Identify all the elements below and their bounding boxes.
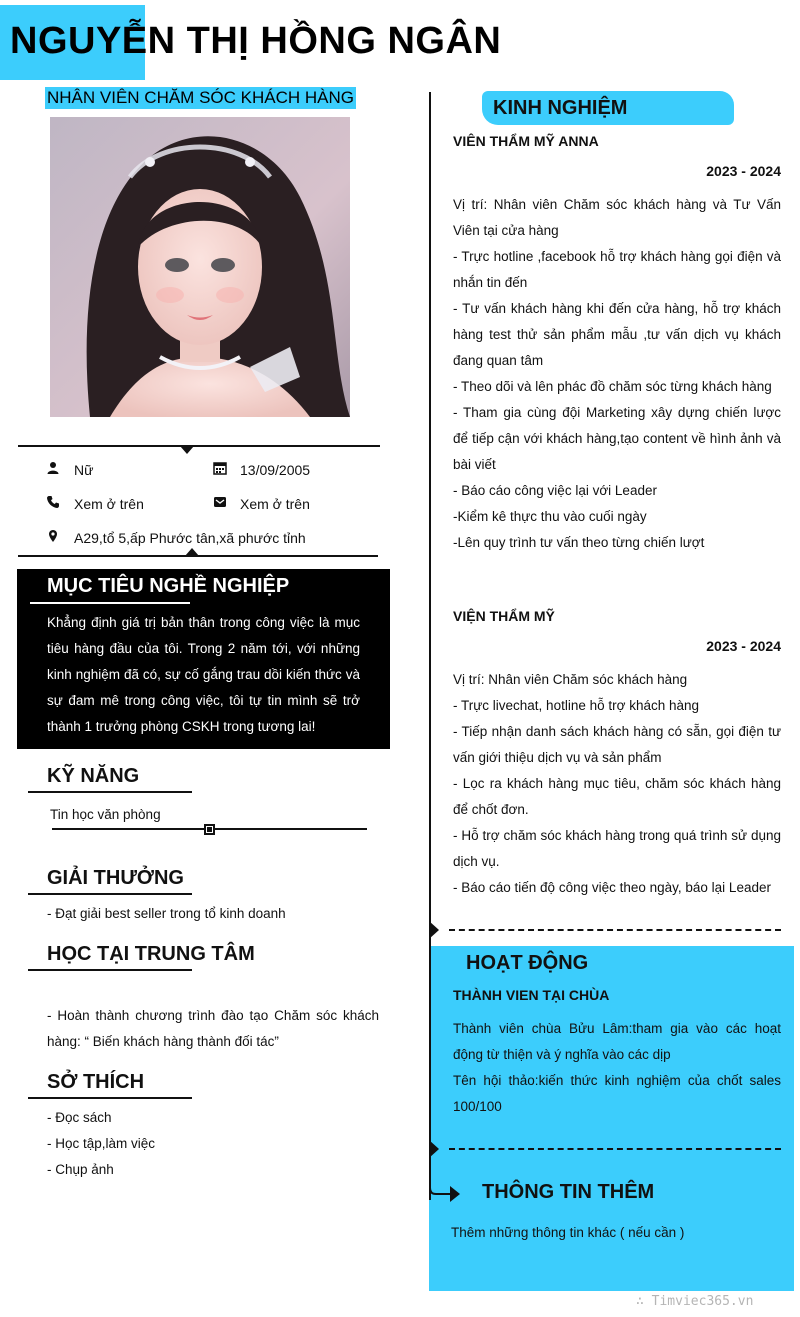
objective-title: MỤC TIÊU NGHỀ NGHIỆP <box>47 575 290 597</box>
job-company: VIỆN THẨM MỸ <box>453 608 555 624</box>
job-line: - Tiếp nhận danh sách khách hàng có sẵn, gọi điện tư vấn giới thiệu dịch vụ và sản phẩm <box>453 724 781 765</box>
timeline-arrow <box>429 921 439 939</box>
skills-underline <box>28 791 192 793</box>
job-company: VIÊN THẨM MỸ ANNA <box>453 133 599 149</box>
objective-text: Khẳng định giá trị bản thân trong công việc là mục tiêu hàng đầu của tôi. Trong 2 năm tới, với những kinh nghiệm đã có, sự cố gắng trau dồi kiến thức và sự đam mê trong công việc, tôi tự tin mình sẽ trở thành 1 trưởng phòng CSKH trong tương lai! <box>47 615 360 734</box>
activity-line: Tên hội thảo:kiến thức kinh nghiệm của chốt sales 100/100 <box>453 1073 781 1114</box>
job-line: - Trực hotline ,facebook hỗ trợ khách hàng gọi điện và nhắn tin đến <box>453 249 781 290</box>
job-line: - Hỗ trợ chăm sóc khách hàng trong quá trình sử dụng dịch vụ. <box>453 828 781 869</box>
curved-arrow-icon <box>428 1178 464 1204</box>
candidate-name: NGUYỄN THỊ HỒNG NGÂN <box>10 20 502 62</box>
timeline-line <box>429 92 431 1200</box>
hobbies-underline <box>28 1097 192 1099</box>
info-top-marker <box>180 446 194 454</box>
phone-value: Xem ở trên <box>74 496 144 512</box>
job-line: - Theo dõi và lên phác đồ chăm sóc từng khách hàng <box>453 379 772 394</box>
watermark: ∴ Timviec365.vn <box>636 1294 754 1309</box>
activity-org: THÀNH VIEN TẠI CHÙA <box>453 987 610 1003</box>
more-info-text: Thêm những thông tin khác ( nếu cần ) <box>451 1225 685 1240</box>
job-title: NHÂN VIÊN CHĂM SÓC KHÁCH HÀNG <box>47 88 354 107</box>
info-bottom-marker <box>185 548 199 556</box>
education-underline <box>28 969 192 971</box>
birthdate-value: 13/09/2005 <box>240 462 311 478</box>
hobbies-title: SỞ THÍCH <box>47 1071 145 1093</box>
skill-name: Tin học văn phòng <box>50 807 161 822</box>
job-period: 2023 - 2024 <box>706 163 781 179</box>
job-line: - Lọc ra khách hàng mục tiêu, chăm sóc khách hàng để chốt đơn. <box>453 776 781 817</box>
activities-title: HOẠT ĐỘNG <box>466 952 589 974</box>
hobby-item: - Đọc sách <box>47 1110 112 1125</box>
phone-icon <box>46 495 60 509</box>
job-line: - Báo cáo công việc lại với Leader <box>453 483 657 498</box>
job-period: 2023 - 2024 <box>706 638 781 654</box>
awards-title: GIẢI THƯỞNG <box>47 867 184 889</box>
job-line: Vị trí: Nhân viên Chăm sóc khách hàng <box>453 672 688 687</box>
profile-photo <box>50 117 350 417</box>
gender-value: Nữ <box>74 462 94 478</box>
skill-level-marker <box>204 824 215 835</box>
award-item: - Đạt giải best seller trong tổ kinh doanh <box>47 906 286 921</box>
location-icon <box>46 529 60 543</box>
job-details <box>453 667 781 901</box>
education-text: - Hoàn thành chương trình đào tạo Chăm sóc khách hàng: “ Biến khách hàng thành đối tác” <box>47 1008 379 1049</box>
hobby-item: - Chụp ảnh <box>47 1162 114 1177</box>
person-icon <box>46 461 60 475</box>
activity-details <box>453 1016 781 1120</box>
job-line: - Tham gia cùng đội Marketing xây dựng chiến lược để tiếp cận với khách hàng,tạo content về hình ảnh và bài viết <box>453 405 781 472</box>
timeline-arrow <box>429 1140 439 1158</box>
job-line: -Lên quy trình tư vấn theo từng chiến lượt <box>453 535 705 550</box>
activity-line: Thành viên chùa Bửu Lâm:tham gia vào các hoạt động từ thiện và ý nghĩa vào các dịp <box>453 1021 781 1062</box>
job-line: - Báo cáo tiến độ công việc theo ngày, báo lại Leader <box>453 880 771 895</box>
objective-underline <box>30 602 190 604</box>
email-value: Xem ở trên <box>240 496 310 512</box>
hobby-item: - Học tập,làm việc <box>47 1136 156 1151</box>
calendar-icon <box>213 461 227 475</box>
job-details <box>453 192 781 556</box>
dashed-separator <box>449 929 781 931</box>
experience-title: KINH NGHIỆM <box>493 97 628 119</box>
email-icon <box>213 495 227 509</box>
skills-title: KỸ NĂNG <box>47 765 140 787</box>
dashed-separator <box>449 1148 781 1150</box>
address-value: A29,tổ 5,ấp Phước tân,xã phước tỉnh <box>74 530 306 546</box>
job-line: -Kiểm kê thực thu vào cuối ngày <box>453 509 647 524</box>
job-line: - Trực livechat, hotline hỗ trợ khách hàng <box>453 698 700 713</box>
job-line: - Tư vấn khách hàng khi đến cửa hàng, hỗ trợ khách hàng test thử sản phẩm mẫu ,tư vấn dịch vụ khách đang quan tâm <box>453 301 781 368</box>
education-title: HỌC TẠI TRUNG TÂM <box>47 943 255 965</box>
job-line: Vị trí: Nhân viên Chăm sóc khách hàng và Tư Vấn Viên tại cửa hàng <box>453 197 781 238</box>
more-info-title: THÔNG TIN THÊM <box>482 1181 655 1203</box>
info-top-rule <box>18 445 380 447</box>
awards-underline <box>28 893 192 895</box>
